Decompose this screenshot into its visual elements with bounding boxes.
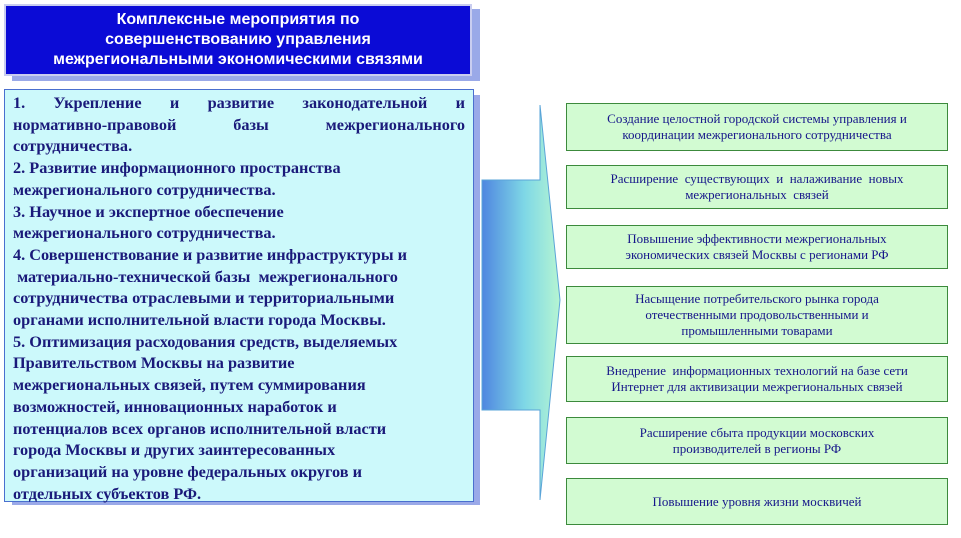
result-line: экономических связей Москвы с регионами РФ — [625, 247, 889, 262]
measure-4-line: 4. Совершенствование и развитие инфраструктуры и — [13, 244, 408, 264]
result-line: Повышение уровня жизни москвичей — [652, 493, 862, 509]
result-line: производителей в регионы РФ — [672, 440, 842, 456]
measure-1-line: сотрудничества. — [13, 136, 133, 156]
arrow-shape — [482, 105, 560, 500]
result-line: Насыщение потребительского рынка города — [635, 291, 879, 306]
result-line: Расширение существующих и налаживание новых — [610, 171, 904, 186]
measure-5-line: организаций на уровне федеральных округов и — [13, 461, 362, 481]
result-line: Создание целостной городской системы управления и — [607, 111, 907, 126]
measure-5-line: Правительством Москвы на развитие — [13, 353, 295, 373]
result-box — [566, 417, 948, 464]
result-line: промышленными товарами — [681, 323, 833, 338]
measure-5-line: межрегиональных связей, путем суммирования — [13, 375, 366, 395]
measure-1-line: нормативно-правовой базы межрегионального — [13, 114, 465, 134]
result-box — [566, 286, 948, 344]
measure-5-line: 5. Оптимизация расходования средств, выделяемых — [13, 331, 398, 351]
result-box — [566, 478, 948, 525]
result-box — [566, 103, 948, 151]
title-line: Комплексные мероприятия по — [116, 11, 360, 28]
result-line: координации межрегионального сотрудничества — [622, 127, 892, 142]
result-line: Внедрение информационных технологий на базе сети — [606, 363, 908, 378]
measure-3-line: межрегионального сотрудничества. — [13, 223, 276, 243]
result-line: Расширение сбыта продукции московских — [639, 424, 875, 440]
result-box — [566, 225, 948, 269]
measure-5-line: возможностей, инновационных наработок и — [13, 396, 337, 416]
result-line: отечественными продовольственными и — [645, 307, 869, 322]
measure-3-line: 3. Научное и экспертное обеспечение — [13, 201, 284, 221]
measure-5-line: потенциалов всех органов исполнительной власти — [13, 418, 387, 438]
measure-5-line: отдельных субъектов РФ. — [13, 483, 202, 503]
title-line: межрегиональными экономическими связями — [53, 51, 423, 68]
measure-1-line: 1. Укрепление и развитие законодательной и — [13, 93, 465, 112]
result-box — [566, 356, 948, 402]
measure-2-line: 2. Развитие информационного пространства — [13, 158, 341, 178]
result-line: Повышение эффективности межрегиональных — [627, 231, 887, 246]
result-box — [566, 165, 948, 209]
measure-4-line: материально-технической базы межрегионального — [13, 266, 398, 286]
measure-4-line: сотрудничества отраслевыми и территориальными — [13, 288, 395, 308]
measure-5-line: города Москвы и других заинтересованных — [13, 440, 336, 460]
result-line: межрегиональных связей — [685, 187, 829, 202]
title-line: совершенствованию управления — [105, 31, 371, 48]
measure-4-line: органами исполнительной власти города Москвы. — [13, 310, 386, 330]
measure-2-line: межрегионального сотрудничества. — [13, 179, 276, 199]
result-line: Интернет для активизации межрегиональных связей — [611, 379, 903, 394]
